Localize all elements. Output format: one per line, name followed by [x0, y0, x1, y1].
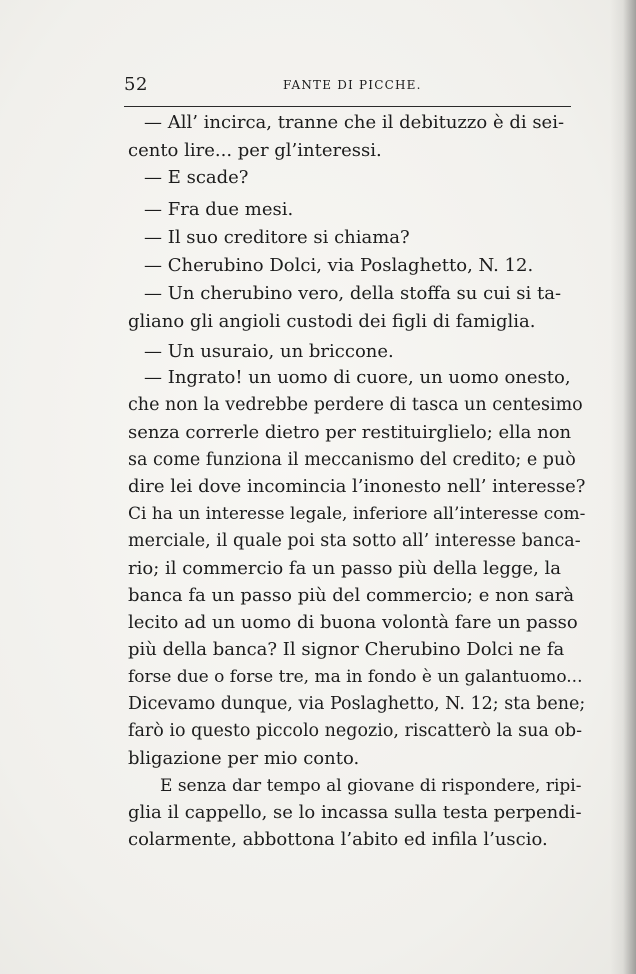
text-line: colarmente, abbottona l’abito ed infila l’uscio.	[128, 829, 548, 850]
text-line: gliano gli angioli custodi dei figli di famiglia.	[128, 311, 536, 332]
text-line: forse due o forse tre, ma in fondo è un galantuomo...	[128, 667, 583, 687]
text-line: farò io questo piccolo negozio, riscatterò la sua ob-	[128, 721, 583, 741]
header-rule	[124, 106, 571, 107]
running-title: FANTE DI PICCHE.	[283, 78, 422, 92]
text-line: lecito ad un uomo di buona volontà fare un passo	[128, 612, 578, 633]
text-line: — Cherubino Dolci, via Poslaghetto, N. 12.	[144, 255, 534, 276]
text-line: che non la vedrebbe perdere di tasca un centesimo	[128, 395, 583, 415]
page-number: 52	[124, 74, 148, 95]
text-line: — Un cherubino vero, della stoffa su cui si ta-	[144, 283, 562, 304]
text-line: — Il suo creditore si chiama?	[144, 227, 410, 248]
text-line: — Fra due mesi.	[144, 199, 294, 220]
text-line: sa come funziona il meccanismo del credito; e può	[128, 450, 576, 470]
page-header	[124, 72, 570, 96]
text-line: banca fa un passo più del commercio; e non sarà	[128, 585, 575, 606]
text-line: — Ingrato! un uomo di cuore, un uomo onesto,	[144, 367, 571, 388]
text-line: Ci ha un interesse legale, inferiore all’interesse com-	[128, 504, 586, 524]
text-line: senza correrle dietro per restituirglielo; ella non	[128, 422, 572, 443]
text-line: rio; il commercio fa un passo più della legge, la	[128, 558, 562, 579]
text-line: — All’ incirca, tranne che il debituzzo è di sei-	[144, 112, 565, 133]
text-line: più della banca? Il signor Cherubino Dolci ne fa	[128, 639, 565, 660]
text-line: — E scade?	[144, 167, 249, 188]
text-line: E senza dar tempo al giovane di rispondere, ripi-	[160, 776, 582, 796]
text-line: bligazione per mio conto.	[128, 748, 360, 769]
text-line: cento lire... per gl’interessi.	[128, 140, 382, 161]
text-line: — Un usuraio, un briccone.	[144, 341, 394, 362]
text-line: Dicevamo dunque, via Poslaghetto, N. 12; sta bene;	[128, 694, 586, 714]
text-line: glia il cappello, se lo incassa sulla testa perpendi-	[128, 802, 582, 823]
text-line: dire lei dove incomincia l’inonesto nell’ interesse?	[128, 476, 586, 497]
page-edge-shadow	[610, 0, 636, 974]
text-line: merciale, il quale poi sta sotto all’ interesse banca-	[128, 531, 581, 551]
